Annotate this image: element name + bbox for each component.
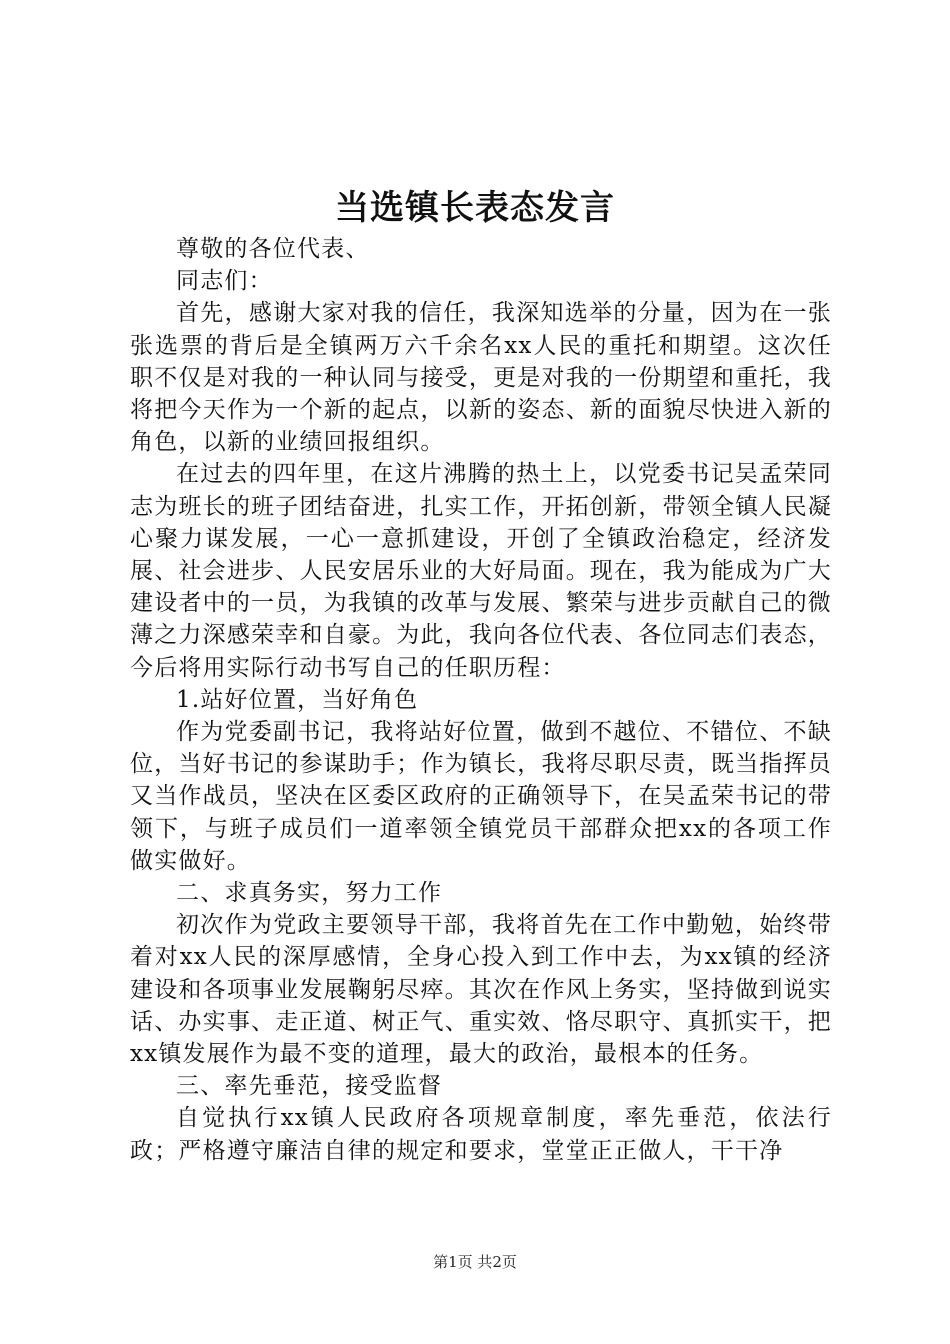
salutation-line-2: 同志们： [176, 268, 273, 295]
paragraph-section-1: 作为党委副书记，我将站好位置，做到不越位、不错位、不缺位，当好书记的参谋助手；作为镇长，我将尽职尽责，既当指挥员又当作战员，坚决在区委区政府的正确领导下，在吴孟荣书记的带领下，与班子成员们一道率领全镇党员干部群众把xx的各项工作做实做好。 [130, 719, 832, 874]
document-body [130, 233, 832, 1167]
page-footer: 第1页 共2页 [433, 1253, 517, 1271]
paragraph-past-four-years: 在过去的四年里，在这片沸腾的热土上，以党委书记吴孟荣同志为班长的班子团结奋进，扎实工作，开拓创新，带领全镇人民凝心聚力谋发展，一心一意抓建设，开创了全镇政治稳定，经济发展、社会进步、人民安居乐业的大好局面。现在，我为能成为广大建设者中的一员，为我镇的改革与发展、繁荣与进步贡献自己的微薄之力深感荣幸和自豪。为此，我向各位代表、各位同志们表态，今后将用实际行动书写自己的任职历程： [130, 461, 832, 681]
paragraph-section-3: 自觉执行xx镇人民政府各项规章制度，率先垂范，依法行政；严格遵守廉洁自律的规定和要求，堂堂正正做人，干干净 [130, 1105, 832, 1164]
paragraph-section-2: 初次作为党政主要领导干部，我将首先在工作中勤勉，始终带着对xx人民的深厚感情，全身心投入到工作中去，为xx镇的经济建设和各项事业发展鞠躬尽瘁。其次在作风上务实，坚持做到说实话、办实事、走正道、树正气、重实效、恪尽职守、真抓实干，把xx镇发展作为最不变的道理，最大的政治，最根本的任务。 [130, 912, 832, 1068]
section-heading-3: 三、率先垂范，接受监督 [176, 1073, 443, 1100]
paragraph-gratitude: 首先，感谢大家对我的信任，我深知选举的分量，因为在一张张选票的背后是全镇两万六千余名xx人民的重托和期望。这次任职不仅是对我的一种认同与接受，更是对我的一份期望和重托，我将把今天作为一个新的起点，以新的姿态、新的面貌尽快进入新的角色，以新的业绩回报组织。 [130, 300, 832, 456]
section-heading-2: 二、求真务实，努力工作 [176, 880, 443, 907]
section-heading-1: 1.站好位置，当好角色 [176, 686, 419, 713]
document-title: 当选镇长表态发言 [335, 188, 615, 228]
salutation-line-1: 尊敬的各位代表、 [176, 236, 370, 262]
